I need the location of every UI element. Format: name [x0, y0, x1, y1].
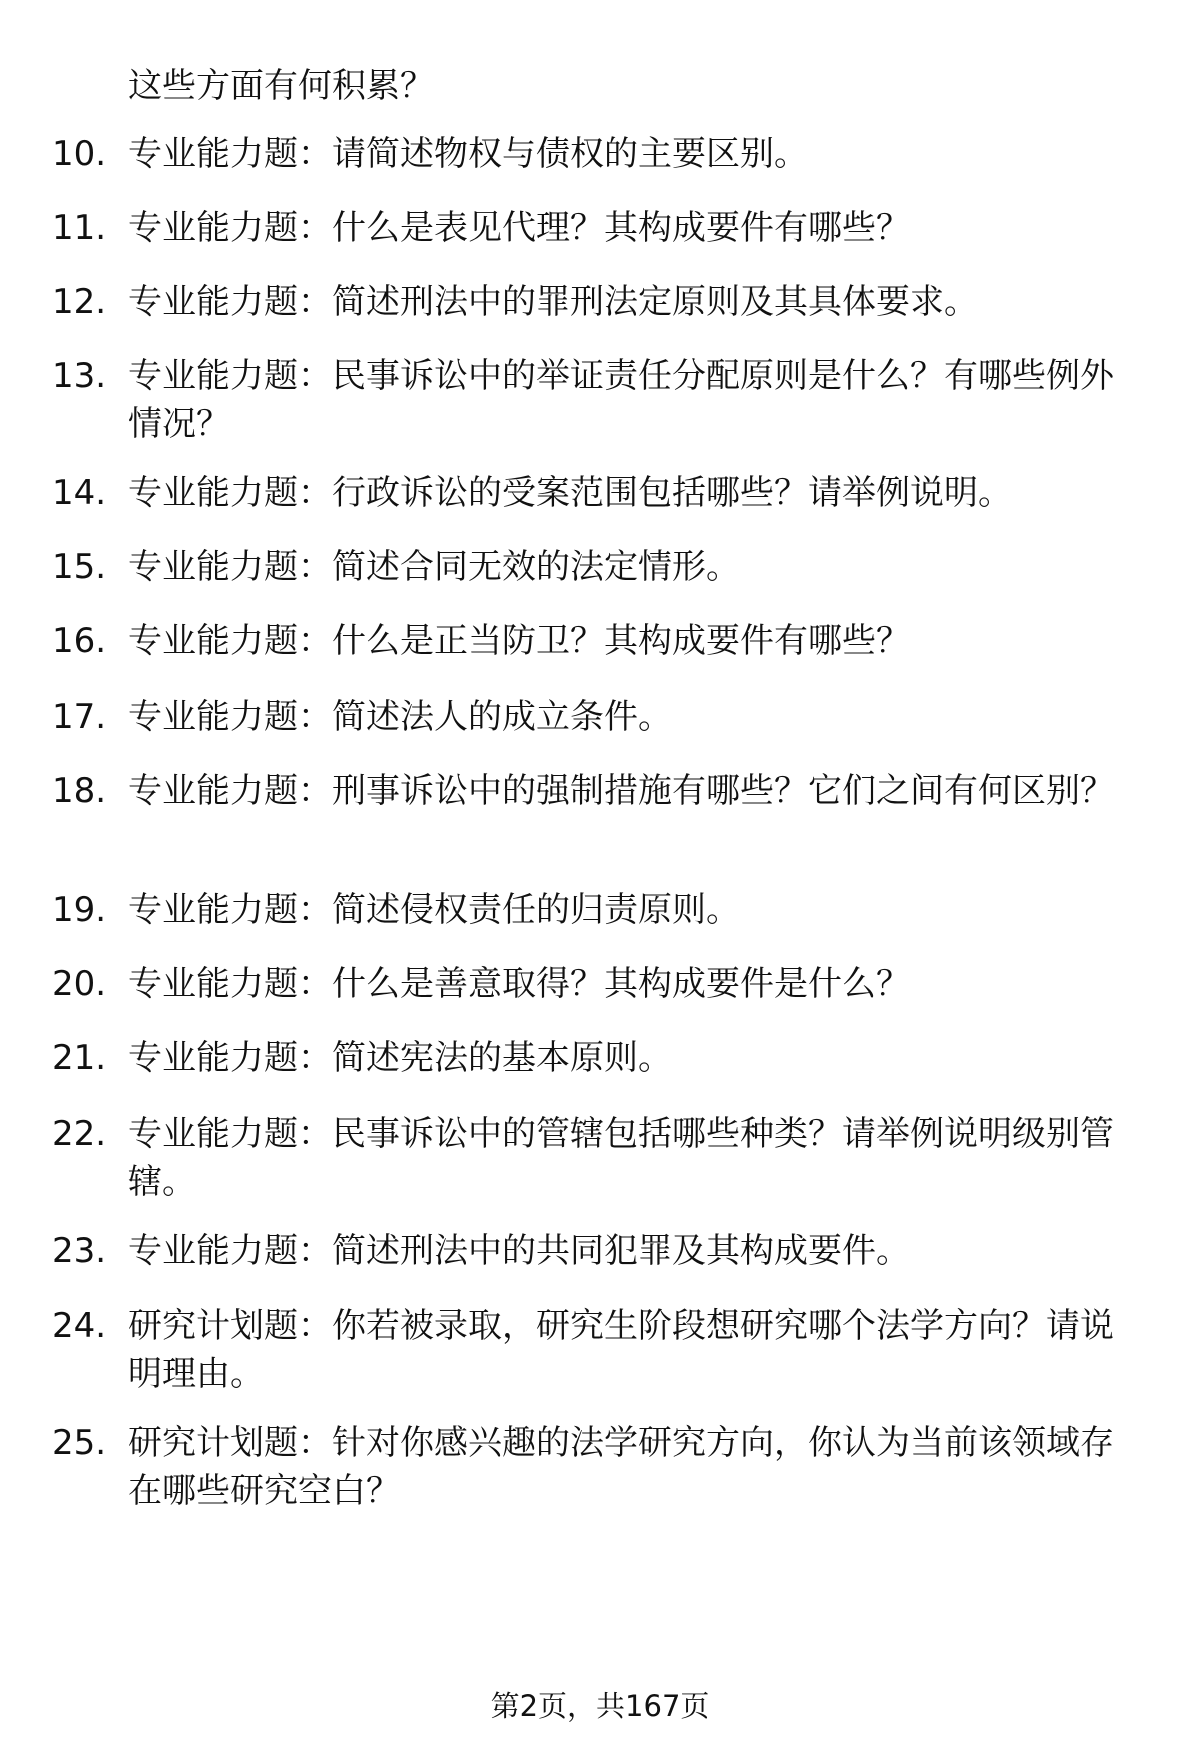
item-number: 14.	[52, 473, 107, 513]
item-text: 专业能力题：简述合同无效的法定情形。	[128, 547, 740, 587]
item-number: 23.	[52, 1231, 107, 1271]
item-text: 专业能力题：行政诉讼的受案范围包括哪些？请举例说明。	[128, 473, 1012, 513]
item-number: 13.	[52, 356, 107, 396]
item-number: 21.	[52, 1038, 107, 1078]
item-number: 25.	[52, 1423, 107, 1463]
item-text: 专业能力题：简述刑法中的共同犯罪及其构成要件。	[128, 1231, 910, 1271]
item-number: 15.	[52, 547, 107, 587]
item-text: 研究计划题：针对你感兴趣的法学研究方向，你认为当前该领域存在哪些研究空白？	[128, 1423, 1114, 1511]
continuation-text: 这些方面有何积累？	[128, 66, 434, 106]
item-number: 12.	[52, 282, 107, 322]
item-text: 专业能力题：简述法人的成立条件。	[128, 697, 672, 737]
item-number: 11.	[52, 208, 107, 248]
item-text: 专业能力题：请简述物权与债权的主要区别。	[128, 134, 808, 174]
item-text: 专业能力题：什么是表见代理？其构成要件有哪些？	[128, 208, 910, 248]
item-text: 专业能力题：民事诉讼中的举证责任分配原则是什么？有哪些例外情况？	[128, 356, 1114, 444]
item-text: 专业能力题：什么是正当防卫？其构成要件有哪些？	[128, 621, 910, 661]
item-text: 专业能力题：简述侵权责任的归责原则。	[128, 890, 740, 930]
item-number: 18.	[52, 771, 107, 811]
item-number: 16.	[52, 621, 107, 661]
item-text: 专业能力题：刑事诉讼中的强制措施有哪些？它们之间有何区别？	[128, 771, 1114, 811]
item-number: 17.	[52, 697, 107, 737]
item-number: 19.	[52, 890, 107, 930]
item-text: 专业能力题：简述刑法中的罪刑法定原则及其具体要求。	[128, 282, 978, 322]
item-number: 20.	[52, 964, 107, 1004]
page-footer: 第2页，共167页	[490, 1689, 710, 1723]
item-number: 24.	[52, 1306, 107, 1346]
item-text: 专业能力题：民事诉讼中的管辖包括哪些种类？请举例说明级别管辖。	[128, 1114, 1114, 1202]
item-text: 专业能力题：什么是善意取得？其构成要件是什么？	[128, 964, 910, 1004]
item-text: 研究计划题：你若被录取，研究生阶段想研究哪个法学方向？请说明理由。	[128, 1306, 1114, 1394]
item-text: 专业能力题：简述宪法的基本原则。	[128, 1038, 672, 1078]
item-number: 22.	[52, 1114, 107, 1154]
item-number: 10.	[52, 134, 107, 174]
